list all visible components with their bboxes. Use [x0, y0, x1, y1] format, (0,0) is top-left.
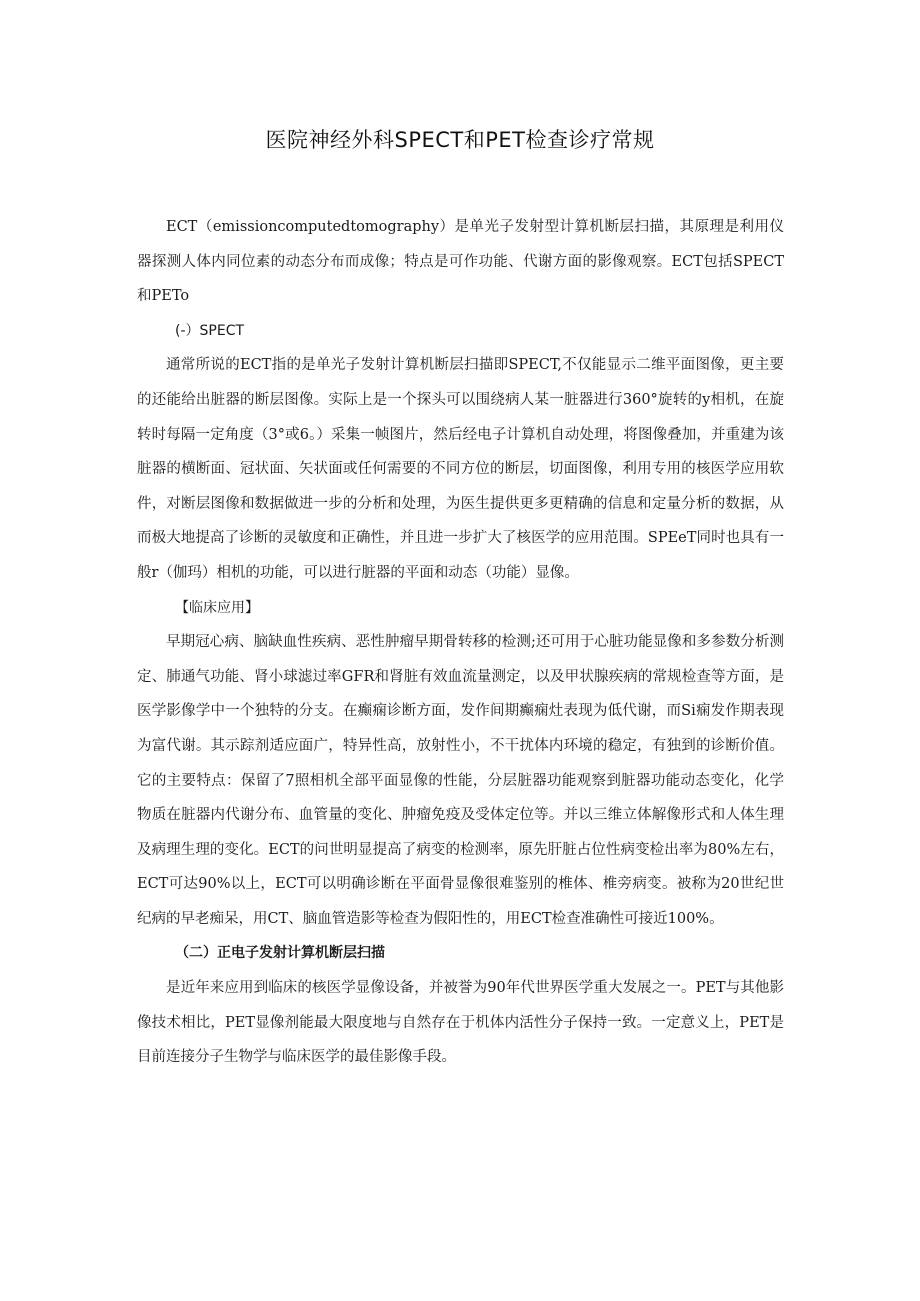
section-heading-spect: (-）SPECT — [175, 322, 245, 339]
spect-paragraph: 通常所说的ECT指的是单光子发射计算机断层扫描即SPECT,不仅能显示二维平面图像，更主要的还能给出脏器的断层图像。实际上是一个探头可以围绕病人某一脏器进行360°旋转的y相机，在旋转时每隔一定角度（3°或6。）采集一帧图片，然后经电子计算机自动处理，将图像叠加，并重建为该脏器的横断面、冠状面、矢状面或任何需要的不同方位的断层，切面图像，利用专用的核医学应用软件，对断层图像和数据做进一步的分析和处理，为医生提供更多更精确的信息和定量分析的数据，从而极大地提高了诊断的灵敏度和正确性，并且进一步扩大了核医学的应用范围。SPEeT同时也具有一般r（伽玛）相机的功能，可以进行脏器的平面和动态（功能）显像。 — [137, 357, 784, 581]
document-title: 医院神经外科SPECT和PET检查诊疗常规 — [265, 128, 655, 152]
intro-paragraph: ECT（emissioncomputedtomography）是单光子发射型计算机断层扫描，其原理是利用仪器探测人体内同位素的动态分布而成像；特点是可作功能、代谢方面的影像观察。ECT包括SPECT和PETo — [137, 219, 784, 305]
pet-paragraph: 是近年来应用到临床的核医学显像设备，并被誉为90年代世界医学重大发展之一。PET与其他影像技术相比，PET显像剂能最大限度地与自然存在于机体内活性分子保持一致。一定意义上，PET是目前连接分子生物学与临床医学的最佳影像手段。 — [137, 980, 784, 1066]
clinical-application-heading: 【临床应用】 — [175, 599, 259, 616]
document-body — [137, 210, 784, 1075]
section-heading-pet: （二）正电子发射计算机断层扫描 — [175, 945, 385, 962]
clinical-application-paragraph: 早期冠心病、脑缺血性疾病、恶性肿瘤早期骨转移的检测;还可用于心脏功能显像和多参数分析测定、肺通气功能、肾小球滤过率GFR和肾脏有效血流量测定，以及甲状腺疾病的常规检查等方面，是医学影像学中一个独特的分支。在癫痫诊断方面，发作间期癫痫灶表现为低代谢，而Si痫发作期表现为富代谢。其示踪剂适应面广，特异性高，放射性小，不干扰体内环境的稳定，有独到的诊断价值。它的主要特点：保留了7照相机全部平面显像的性能，分层脏器功能观察到脏器功能动态变化，化学物质在脏器内代谢分布、血管量的变化、肿瘤免疫及受体定位等。并以三维立体解像形式和人体生理及病理生理的变化。ECT的问世明显提高了病变的检测率，原先肝脏占位性病变检出率为80%左右，ECT可达90%以上，ECT可以明确诊断在平面骨显像很难鉴别的椎体、椎旁病变。被称为20世纪世纪病的早老痴呆，用CT、脑血管造影等检查为假阳性的，用ECT检查准确性可接近100%。 — [137, 634, 784, 927]
